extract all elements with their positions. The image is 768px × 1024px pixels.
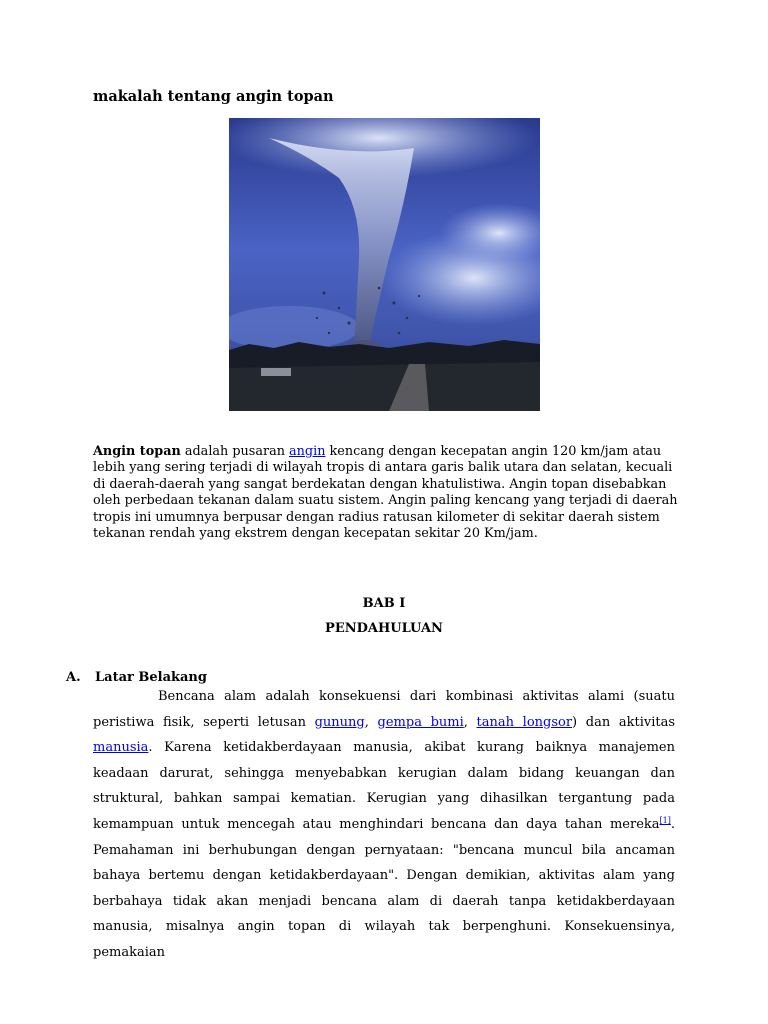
body-paragraph [93,684,675,966]
section-heading [66,670,207,685]
footnote-link[interactable]: [1] [659,815,671,825]
link-tanah-longsor[interactable]: tanah longsor [476,714,573,730]
body-text: . Pemahaman ini berhubungan dengan pernyataan: "bencana muncul bila ancaman bahaya bertemu dengan ketidakberdayaan". Dengan demikian, aktivitas alam yang berbahaya tidak akan menjadi bencana alam di daerah tanpa ketidakberdayaan manusia, misalnya angin topan di wilayah tak berpenghuni. Konsekuensinya, pemakaian [93,816,675,960]
link-manusia[interactable]: manusia [93,740,149,756]
intro-term: Angin topan [93,444,181,459]
tornado-image [229,118,540,411]
section-number: A. [66,670,81,685]
intro-text: adalah pusaran [180,444,290,459]
intro-text: kencang dengan kecepatan angin 120 km/jam atau lebih yang sering terjadi di wilayah tropis di antara garis balik utara dan selatan, kecuali di daerah-daerah yang sangat berdekatan dengan khatulistiwa. Angin topan disebabkan oleh perbedaan tekanan dalam suatu sistem. Angin paling kencang yang terjadi di daerah tropis ini umumnya berpusar dengan radius ratusan kilometer di sekitar daerah sistem tekanan rendah yang ekstrem dengan kecepatan sekitar 20 Km/jam. [93,444,678,542]
chapter-number: BAB I [362,596,406,611]
body-text: Bencana alam adalah konsekuensi dari kombinasi aktivitas alami (suatu peristiwa fisik, seperti letusan [93,689,675,730]
body-text: . Karena ketidakberdayaan manusia, akibat kurang baiknya manajemen keadaan darurat, sehingga menyebabkan kerugian dalam bidang keuangan dan struktural, bahkan sampai kematian. Kerugian yang dihasilkan tergantung pada kemampuan untuk mencegah atau menghindari bencana dan daya tahan mereka [93,740,675,832]
body-text: , [463,714,477,730]
body-text: , [364,714,378,730]
chapter-title: PENDAHULUAN [325,621,443,636]
document-title: makalah tentang angin topan [93,88,334,105]
link-gempa-bumi[interactable]: gempa bumi [377,714,464,730]
link-angin[interactable]: angin [289,444,326,459]
section-title: Latar Belakang [95,670,207,685]
link-gunung[interactable]: gunung [314,714,365,730]
body-text: ) dan aktivitas [572,714,675,730]
intro-paragraph [93,444,683,542]
